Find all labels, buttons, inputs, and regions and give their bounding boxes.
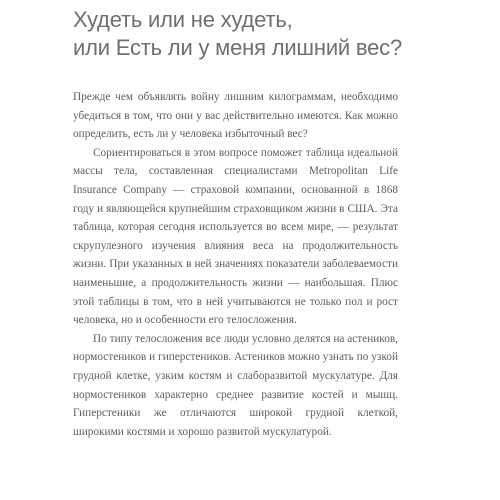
- body-text: [73, 88, 398, 441]
- paragraph-2: Сориентироваться в этом вопросе поможет таблица идеальной массы тела, составленная специалистами Metropolitan Life Insurance Company — страховой компании, основанной в 1868 году и являющейся крупнейшим страховщиком жизни в США. Эта таблица, которая сегодня используется во всем мире, — результат скрупулезного изучения влияния веса на продолжительность жизни. При указанных в ней значениях показатели заболеваемости наименьшие, а продолжительность жизни — наибольшая. Плюс этой таблицы в том, что в ней учитываются не только пол и рост человека, но и особенности его телосложения.: [73, 146, 398, 327]
- title-line-2: или Есть ли у меня лишний вес?: [73, 35, 403, 60]
- paragraph-3: По типу телосложения все люди условно делятся на астеников, нормостеников и гиперстеников. Астеников можно узнать по узкой грудной клетке, узким костям и слаборазвитой мускулатуре. Для нормостеников характерно среднее развитие костей и мышц. Гиперстеники же отличаются широкой грудной клеткой, широкими костями и хорошо развитой мускулатурой.: [73, 332, 399, 438]
- page-title: [73, 6, 493, 62]
- title-line-1: Худеть или не худеть,: [73, 7, 293, 32]
- paragraph-1: Прежде чем объявлять войну лишним килограммам, необходимо убедиться в том, что они у вас действительно имеются. Как можно определить, есть ли у человека избыточный вес?: [73, 91, 398, 141]
